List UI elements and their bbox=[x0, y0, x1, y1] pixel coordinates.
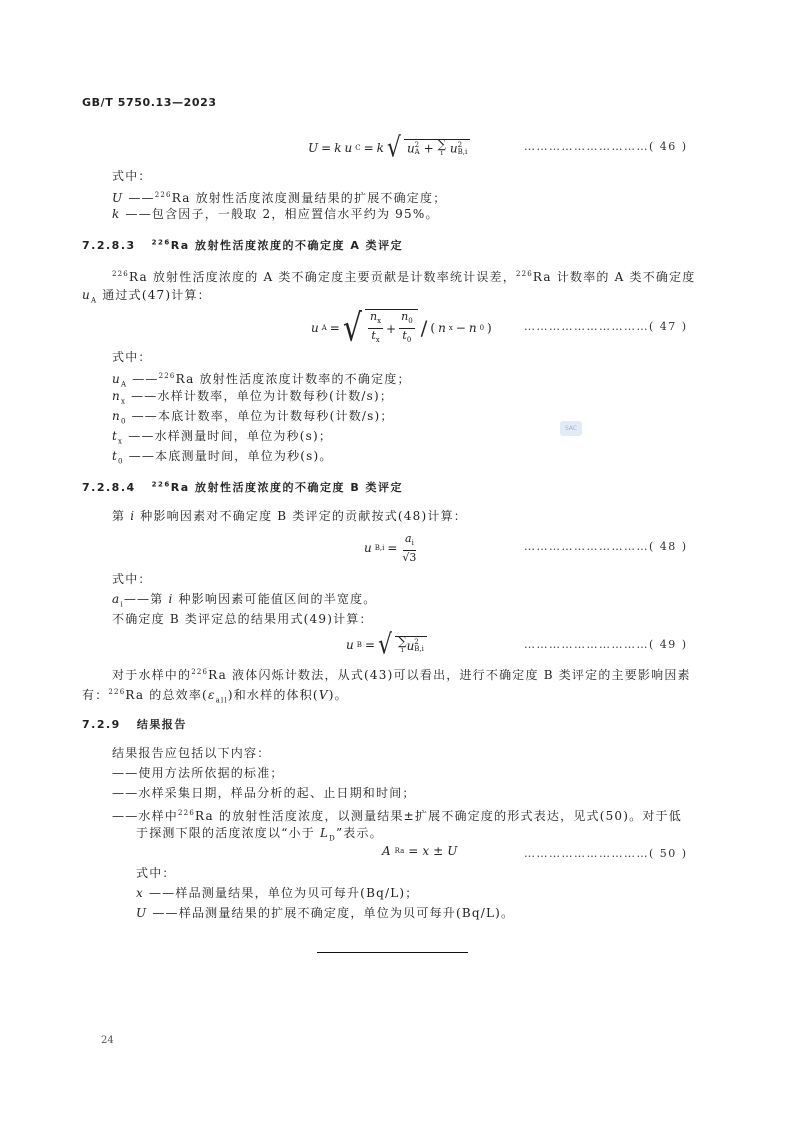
paragraph-a-type-line1 bbox=[112, 266, 696, 285]
eq49-usub: B,i bbox=[414, 644, 424, 653]
sub-i: i bbox=[120, 600, 124, 609]
equation-number-50: …………………………( 50 ) bbox=[524, 847, 688, 860]
sym-U: U bbox=[136, 906, 148, 920]
sub: 0 bbox=[120, 417, 127, 426]
eq48-equals: = bbox=[387, 541, 398, 555]
eq49-sum: ∑ bbox=[397, 633, 407, 648]
eq47-minus: − bbox=[455, 321, 466, 335]
eq47-frac2 bbox=[399, 310, 415, 347]
eq47-rparen: ) bbox=[487, 321, 492, 335]
eq48-frac bbox=[400, 532, 418, 564]
where4-item-U bbox=[136, 905, 514, 921]
sub: x bbox=[120, 397, 127, 406]
eq49-uu: u bbox=[406, 638, 415, 653]
eq47-radical: √ bbox=[342, 306, 362, 350]
sqrt: √ bbox=[402, 551, 410, 565]
standard-number: GB/T 5750.13—2023 bbox=[82, 96, 217, 109]
sup-226: 226 bbox=[112, 270, 129, 278]
text: ”表示。 bbox=[335, 826, 383, 840]
equation-50 bbox=[382, 844, 457, 858]
where4-item-x bbox=[136, 885, 418, 901]
eq46-equals: = bbox=[321, 141, 332, 155]
text: )。 bbox=[328, 688, 348, 702]
where1-item-k bbox=[112, 206, 439, 222]
three: 3 bbox=[409, 551, 417, 565]
where-label-2: 式中： bbox=[112, 350, 152, 364]
where-label-1: 式中： bbox=[112, 169, 152, 183]
eq46-u: u bbox=[344, 141, 353, 155]
desc: Ra 放射性活度浓度计数率的不确定度； bbox=[175, 372, 411, 386]
eq46-plus: + bbox=[423, 141, 434, 155]
n: n bbox=[468, 321, 477, 335]
desc: ——样品测量结果，单位为贝可每升(Bq/L)； bbox=[148, 886, 419, 900]
where3-item-ai bbox=[112, 591, 377, 612]
text: 通过式(47)计算： bbox=[102, 288, 211, 302]
where2-item-nx bbox=[112, 388, 393, 409]
a: a bbox=[405, 531, 412, 545]
eq49-sup: 2 bbox=[414, 637, 419, 646]
eq46-radicand bbox=[404, 136, 470, 158]
eq46-k: k bbox=[334, 141, 342, 155]
eq50-x: x bbox=[422, 844, 430, 858]
paragraph-influence-line1 bbox=[112, 664, 691, 683]
sym-k: k bbox=[112, 207, 121, 221]
section-title: Ra 放射性活度浓度的不确定度 B 类评定 bbox=[170, 481, 404, 494]
text: 有： bbox=[82, 688, 109, 702]
equation-46 bbox=[308, 132, 470, 164]
report-item-activity-line1 bbox=[112, 805, 682, 824]
eq50-pm: ± bbox=[433, 844, 444, 858]
section-number: 7.2.8.3 bbox=[82, 239, 136, 252]
equation-47 bbox=[311, 306, 492, 350]
desc: ——本底计数率，单位为计数每秒(计数/s)； bbox=[131, 409, 394, 423]
sym-V: V bbox=[318, 688, 329, 702]
eq47-radicand bbox=[365, 309, 418, 347]
sub: x bbox=[118, 437, 124, 446]
equation-49 bbox=[346, 630, 427, 660]
equation-number-46: …………………………( 46 ) bbox=[524, 140, 688, 153]
end-rule bbox=[317, 952, 468, 953]
sub: A bbox=[120, 380, 128, 389]
eq47-u: u bbox=[311, 321, 319, 335]
dash: —— bbox=[128, 191, 155, 205]
sub: x bbox=[377, 317, 382, 325]
eq46-b-sup: 2 bbox=[457, 140, 463, 149]
paragraph-influence-line2 bbox=[82, 684, 348, 708]
sub: x bbox=[448, 324, 453, 332]
sub: i bbox=[411, 539, 414, 548]
eq49-radical: √ bbox=[377, 629, 392, 661]
section-title: Ra 放射性活度浓度的不确定度 A 类评定 bbox=[170, 239, 404, 252]
eq50-sub: Ra bbox=[394, 847, 405, 855]
sym-i: i bbox=[130, 509, 136, 523]
dash: —— bbox=[132, 372, 159, 386]
sub: 0 bbox=[408, 317, 413, 325]
sym-u: u bbox=[82, 288, 91, 302]
eq47-plus: + bbox=[386, 321, 397, 336]
sym-L: L bbox=[319, 826, 330, 840]
section-heading-729 bbox=[82, 716, 187, 732]
paragraph-b-type bbox=[112, 508, 467, 524]
sub-A: A bbox=[90, 296, 98, 305]
eq49-sub: B bbox=[356, 641, 362, 649]
sup-226: 226 bbox=[178, 809, 195, 817]
eq49-equals: = bbox=[364, 638, 375, 652]
eq50-equals: = bbox=[408, 844, 419, 858]
eq46-sum-sub: i bbox=[440, 148, 443, 157]
report-item-dates: ——水样采集日期，样品分析的起、止日期和时间； bbox=[112, 786, 416, 800]
eq46-ua: u bbox=[406, 141, 415, 155]
desc: ——水样测量时间，单位为秒(s)； bbox=[128, 429, 333, 443]
desc: Ra 放射性活度浓度测量结果的扩展不确定度； bbox=[171, 191, 447, 205]
sym-U: U bbox=[112, 191, 124, 205]
where-label-4: 式中： bbox=[136, 866, 176, 880]
report-intro: 结果报告应包括以下内容： bbox=[112, 746, 271, 760]
text: Ra 的放射性活度浓度，以测量结果±扩展不确定度的形式表达，见式(50)。对于低 bbox=[194, 809, 682, 823]
eq46-radical: √ bbox=[386, 132, 401, 164]
n: n bbox=[401, 309, 409, 323]
sym: t bbox=[112, 449, 119, 463]
eq48-sub: B,i bbox=[374, 544, 385, 552]
where2-item-tx bbox=[112, 428, 332, 449]
desc: ——本底测量时间，单位为秒(s)。 bbox=[128, 449, 333, 463]
eq47-equals: = bbox=[329, 321, 340, 335]
sym-epsilon: ε bbox=[207, 688, 216, 702]
sub: x bbox=[375, 336, 380, 345]
eq46-sub-c: C bbox=[355, 144, 361, 152]
sup-226: 226 bbox=[158, 372, 176, 380]
sym: n bbox=[112, 409, 121, 423]
t: t bbox=[371, 329, 376, 342]
where-label-3: 式中： bbox=[112, 572, 152, 586]
eq46-sum: ∑ bbox=[437, 136, 447, 151]
eq47-sub-A: A bbox=[321, 324, 327, 332]
eq47-lparen: ( bbox=[430, 321, 436, 335]
sub: 0 bbox=[479, 324, 485, 332]
text: 种影响因素对不确定度 B 类评定的贡献按式(48)计算： bbox=[140, 509, 467, 523]
eq46-U: U bbox=[308, 141, 319, 155]
sym-i: i bbox=[168, 592, 174, 606]
eq46-a-sup: 2 bbox=[414, 140, 420, 149]
sup-226: 226 bbox=[108, 688, 126, 696]
eq47-frac1 bbox=[368, 310, 383, 347]
text: ——水样中 bbox=[112, 809, 179, 823]
page-number: 24 bbox=[101, 1035, 114, 1046]
where2-item-n0 bbox=[112, 408, 394, 429]
text: 第 bbox=[112, 509, 126, 523]
text: Ra 计数率的 A 类不确定度 bbox=[532, 270, 696, 284]
t: t bbox=[402, 329, 407, 342]
equation-number-48: …………………………( 48 ) bbox=[524, 540, 688, 553]
dash: —— bbox=[125, 207, 152, 221]
watermark-logo: SAC bbox=[560, 421, 582, 436]
eq50-A: A bbox=[382, 844, 391, 858]
sub-all: all bbox=[215, 696, 228, 705]
section-title: 结果报告 bbox=[136, 718, 187, 731]
text: ——第 bbox=[123, 592, 164, 606]
desc: ——样品测量结果的扩展不确定度，单位为贝可每升(Bq/L)。 bbox=[152, 906, 515, 920]
section-number: 7.2.8.4 bbox=[82, 481, 136, 494]
eq47-slash: / bbox=[420, 316, 428, 340]
text: )和水样的体积( bbox=[227, 688, 319, 702]
equation-number-49: …………………………( 49 ) bbox=[524, 638, 688, 651]
sup-226: 226 bbox=[151, 480, 171, 489]
where1-item-U bbox=[112, 187, 446, 206]
sub: 0 bbox=[118, 457, 124, 466]
report-item-standard: ——使用方法所依据的标准； bbox=[112, 766, 284, 780]
sub-D: D bbox=[329, 834, 336, 843]
eq49-radicand bbox=[395, 633, 427, 655]
text: Ra 放射性活度浓度的 A 类不确定度主要贡献是计数率统计误差， bbox=[128, 270, 516, 284]
n: n bbox=[369, 309, 378, 323]
text: Ra 的总效率( bbox=[125, 688, 208, 702]
sup-226: 226 bbox=[191, 668, 209, 676]
sup-226: 226 bbox=[151, 238, 171, 247]
desc: ——水样计数率，单位为计数每秒(计数/s)； bbox=[131, 389, 394, 403]
sup-226: 226 bbox=[515, 270, 533, 278]
eq49-sum-sub: i bbox=[401, 645, 404, 654]
eq49-u: u bbox=[346, 638, 354, 652]
eq46-equals-2: = bbox=[363, 141, 374, 155]
eq50-U: U bbox=[447, 844, 458, 858]
text: 种影响因素可能值区间的半宽度。 bbox=[178, 592, 377, 606]
eq46-a-sub: A bbox=[414, 147, 420, 156]
section-heading-7283 bbox=[82, 237, 403, 253]
eq46-ub: u bbox=[449, 141, 458, 155]
sym: n bbox=[112, 389, 121, 403]
equation-48 bbox=[364, 530, 418, 566]
text: 于探测下限的活度浓度以“小于 bbox=[136, 826, 315, 840]
sym-a: a bbox=[112, 592, 121, 606]
sym: t bbox=[112, 429, 119, 443]
text: 对于水样中的 bbox=[112, 668, 192, 682]
eq48-u: u bbox=[364, 541, 372, 555]
section-number: 7.2.9 bbox=[82, 718, 121, 731]
sub: 0 bbox=[406, 336, 412, 345]
eq46-b-sub: B,i bbox=[457, 147, 468, 156]
equation-number-47: …………………………( 47 ) bbox=[524, 320, 688, 333]
sym: u bbox=[112, 372, 121, 386]
section-heading-7284 bbox=[82, 479, 403, 495]
sup-226: 226 bbox=[154, 191, 172, 199]
desc: 包含因子，一般取 2，相应置信水平约为 95%。 bbox=[151, 207, 439, 221]
text: Ra 液体闪烁计数法，从式(43)可以看出，进行不确定度 B 类评定的主要影响因素 bbox=[208, 668, 691, 682]
report-item-activity-line2 bbox=[136, 825, 383, 846]
paragraph-a-type-line2 bbox=[82, 287, 211, 308]
sym-x: x bbox=[136, 886, 144, 900]
where2-item-t0 bbox=[112, 448, 333, 469]
b-total-intro: 不确定度 B 类评定总的结果用式(49)计算： bbox=[112, 612, 373, 626]
n: n bbox=[438, 321, 446, 335]
eq46-k2: k bbox=[376, 141, 384, 155]
